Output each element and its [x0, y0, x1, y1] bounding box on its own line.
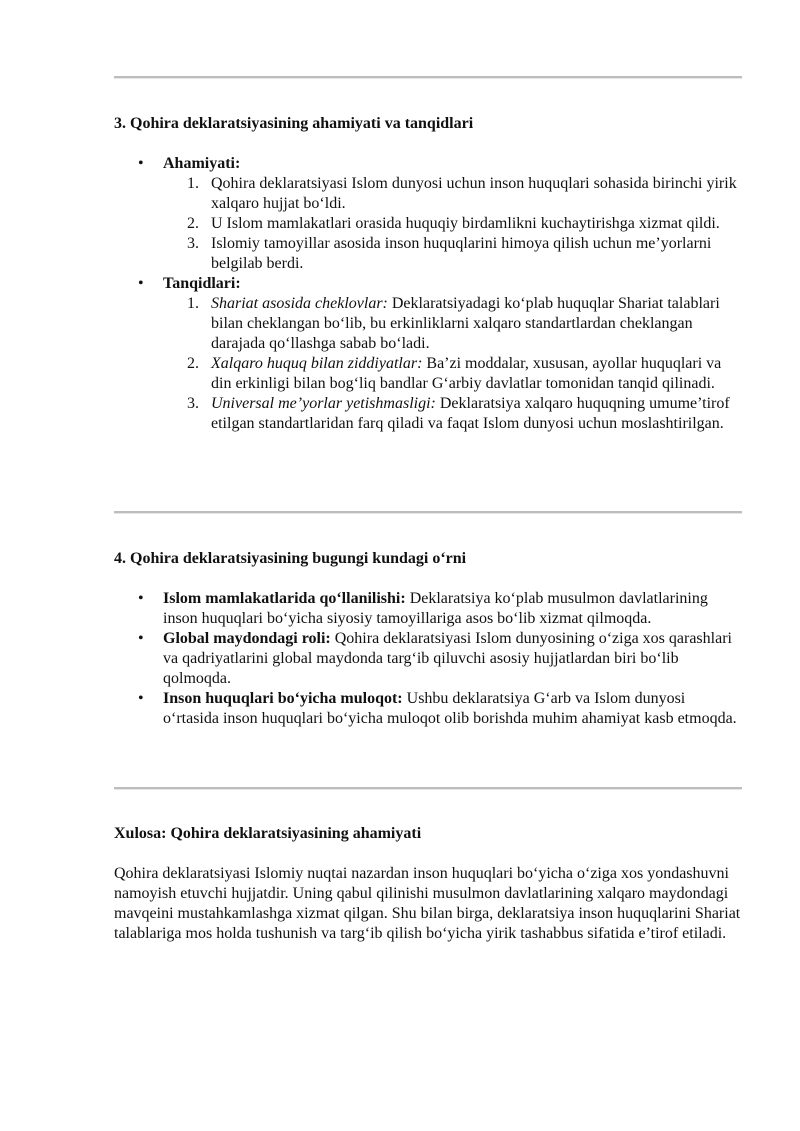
list-item-text: U Islom mamlakatlari orasida huquqiy birdamlikni kuchaytirishga xizmat qildi.: [211, 215, 720, 232]
list-item-text: Ba’zi moddalar, xususan, ayollar huquqlari va din erkinligi bilan bog‘liq bandlar G‘arbiy davlatlar tomonidan tanqid qilinadi.: [211, 355, 722, 392]
bullet-icon: •: [138, 630, 144, 647]
bullet-icon: •: [138, 690, 144, 707]
list-item-text: Deklaratsiya ko‘plab musulmon davlatlarining inson huquqlari bo‘yicha siyosiy tamoyillariga asos bo‘lib xizmat qilmoqda.: [163, 590, 708, 627]
tanqidlari-item: [114, 274, 744, 434]
section-4: [114, 549, 744, 729]
tanqidlari-list: [163, 294, 744, 434]
horizontal-rule: [114, 787, 742, 790]
horizontal-rule: [114, 511, 742, 514]
section-3-list: [114, 154, 744, 434]
section-4-heading: 4. Qohira deklaratsiyasining bugungi kundagi o‘rni: [114, 550, 467, 567]
list-item-title: Global maydondagi roli:: [163, 630, 331, 647]
conclusion-section: [114, 824, 744, 944]
list-item-text: Qohira deklaratsiyasi Islom dunyosi uchun inson huquqlari sohasida birinchi yirik xalqaro hujjat bo‘ldi.: [211, 175, 737, 212]
ahamiyati-item: [114, 154, 744, 274]
list-item-text: Ushbu deklaratsiya G‘arb va Islom dunyosi o‘rtasida inson huquqlari bo‘yicha muloqot olib borishda muhim ahamiyat kasb etmoqda.: [163, 690, 737, 727]
conclusion-paragraph: Qohira deklaratsiyasi Islomiy nuqtai nazardan inson huquqlari bo‘yicha o‘ziga xos yondashuvni namoyish etuvchi hujjatdir. Uning qabul qilinishi musulmon davlatlarining xalqaro maydondagi mavqeini mustahkamlashga xizmat qilgan. Shu bilan birga, deklaratsiya inson huquqlarini Shariat talablariga mos holda tushunish va targ‘ib qilish bo‘yicha yirik tashabbus sifatida e’tirof etiladi.: [114, 865, 741, 942]
bullet-icon: •: [138, 275, 144, 292]
horizontal-rule: [114, 76, 742, 79]
list-item-text: Deklaratsiyadagi ko‘plab huquqlar Shariat talablari bilan cheklangan bo‘lib, bu erkinliklarni xalqaro standartlardan cheklangan darajada qo‘llashga sabab bo‘ladi.: [211, 295, 720, 352]
list-item-title: Universal me’yorlar yetishmasligi:: [211, 395, 436, 412]
list-item: [114, 589, 744, 629]
ahamiyati-list: [163, 174, 744, 274]
list-item: 3. Islomiy tamoyillar asosida inson huquqlarini himoya qilish uchun me’yorlarni belgilab berdi.: [187, 235, 712, 272]
section-3: [114, 114, 744, 434]
ahamiyati-label: Ahamiyati:: [163, 155, 241, 172]
section-3-heading: 3. Qohira deklaratsiyasining ahamiyati va tanqidlari: [114, 115, 474, 132]
list-item: [114, 689, 744, 729]
conclusion-heading: Xulosa: Qohira deklaratsiyasining ahamiyati: [114, 825, 422, 842]
list-item: 1. Qohira deklaratsiyasi Islom dunyosi uchun inson huquqlari sohasida birinchi yirik xalqaro hujjat bo‘ldi.: [187, 175, 737, 212]
list-item-title: Shariat asosida cheklovlar:: [211, 295, 388, 312]
section-4-list: [114, 589, 744, 729]
list-item: 1. Shariat asosida cheklovlar: Deklaratsiyadagi ko‘plab huquqlar Shariat talablari bilan cheklangan bo‘lib, bu erkinliklarni xalqaro standartlardan cheklangan darajada qo‘llashga sabab bo‘ladi.: [187, 295, 720, 352]
list-item: [114, 629, 744, 689]
list-item-title: Inson huquqlari bo‘yicha muloqot:: [163, 690, 403, 707]
list-item-text: Deklaratsiya xalqaro huquqning umume’tirof etilgan standartlaridan farq qiladi va faqat Islom dunyosi uchun moslashtirilgan.: [211, 395, 730, 432]
list-item-text: Qohira deklaratsiyasi Islom dunyosining o‘ziga xos qarashlari va qadriyatlarini global maydonda targ‘ib qiluvchi asosiy hujjatlardan biri bo‘lib qolmoqda.: [163, 630, 732, 687]
list-item-title: Islom mamlakatlarida qo‘llanilishi:: [163, 590, 406, 607]
list-item: 3. Universal me’yorlar yetishmasligi: Deklaratsiya xalqaro huquqning umume’tirof etilgan standartlaridan farq qiladi va faqat Islom dunyosi uchun moslashtirilgan.: [187, 395, 730, 432]
bullet-icon: •: [138, 590, 144, 607]
bullet-icon: •: [138, 155, 144, 172]
list-item: 2. Xalqaro huquq bilan ziddiyatlar: Ba’zi moddalar, xususan, ayollar huquqlari va din erkinligi bilan bog‘liq bandlar G‘arbiy davlatlar tomonidan tanqid qilinadi.: [187, 355, 722, 392]
tanqidlari-label: Tanqidlari:: [163, 275, 241, 292]
list-item-text: Islomiy tamoyillar asosida inson huquqlarini himoya qilish uchun me’yorlarni belgilab berdi.: [211, 235, 712, 272]
list-item: 2. U Islom mamlakatlari orasida huquqiy birdamlikni kuchaytirishga xizmat qildi.: [187, 215, 720, 232]
list-item-title: Xalqaro huquq bilan ziddiyatlar:: [211, 355, 423, 372]
